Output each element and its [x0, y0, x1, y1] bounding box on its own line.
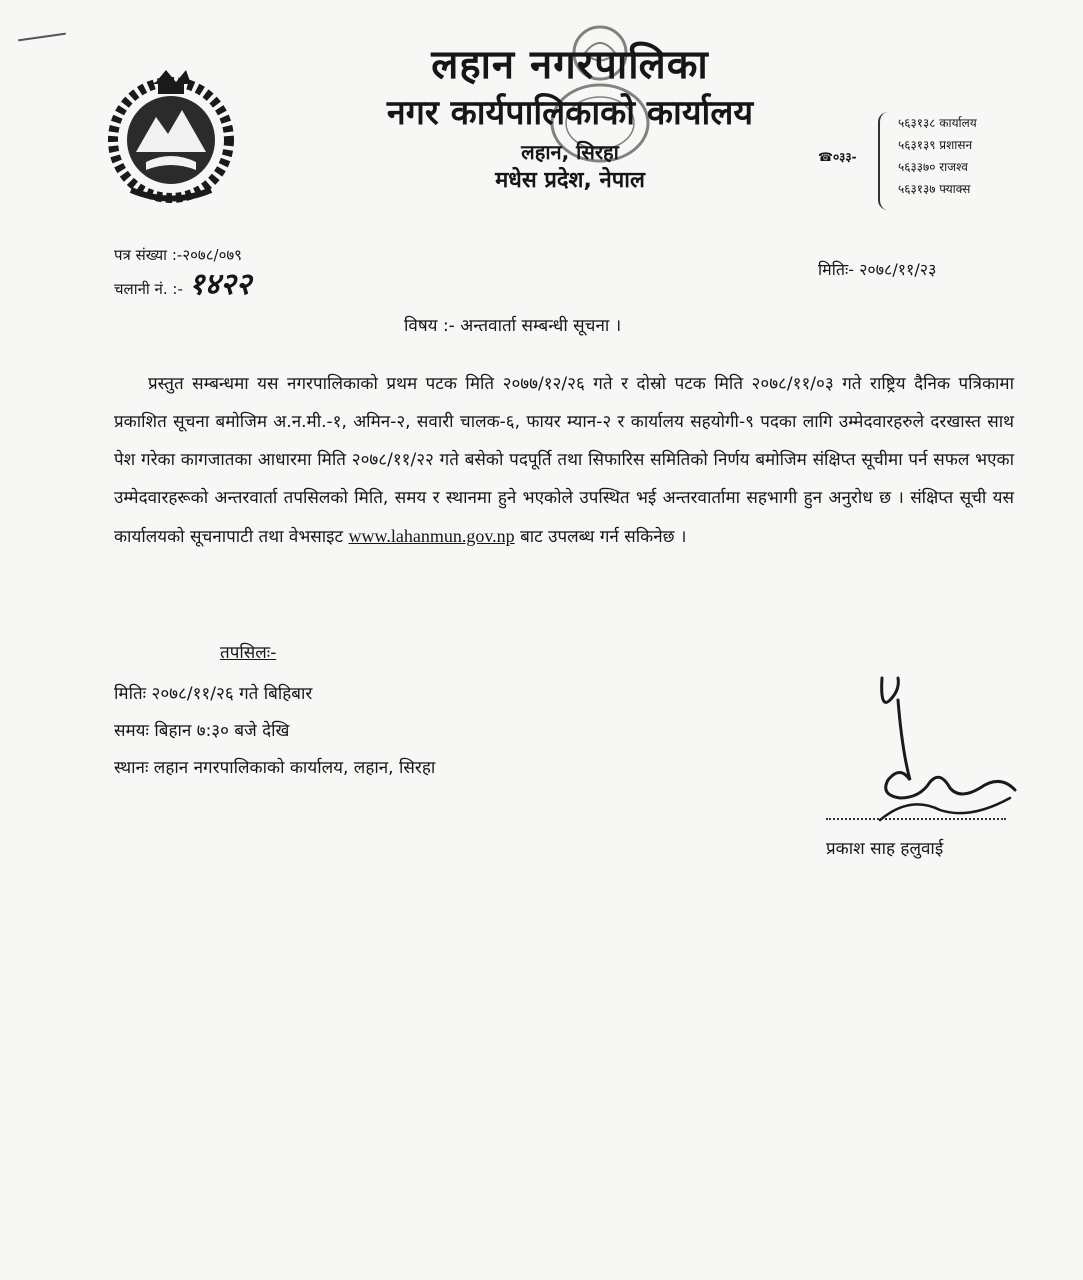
body-text-end: बाट उपलब्ध गर्न सकिनेछ । [520, 527, 687, 547]
phone-line: ५६३१३७ फ्याक्स [898, 182, 971, 196]
brace-icon [878, 112, 894, 210]
phone-line: ५६३१३८ कार्यालय [898, 116, 977, 130]
schedule-venue: स्थानः लहान नगरपालिकाको कार्यालय, लहान, सिरहा [114, 758, 436, 778]
body-text: प्रस्तुत सम्बन्धमा यस नगरपालिकाको प्रथम पटक मिति २०७७/१२/२६ गते र दोस्रो पटक मिति २०७८/११/०३ गते राष्ट्रिय दैनिक पत्रिकामा प्रकाशित सूचना बमोजिम अ.न.मी.-१, अमिन-२, सवारी चालक-६, फायर म्यान-२ र कार्यालय सहयोगी-९ पदका लागि उम्मेदवारहरुले दरखास्त साथ पेश गरेका कागजातका आधारमा मिति २०७८/११/२२ गते बसेको पदपूर्ति तथा सिफारिस समितिको निर्णय बमोजिम संक्षिप्त सूचीमा पर्न सफल भएका उम्मेदवारहरूको अन्तरवार्ता तपसिलको मिति, समय र स्थानमा हुने भएकोले उपस्थित भई अन्तरवार्तामा सहभागी हुन अनुरोध छ । संक्षिप्त सूची यस कार्यालयको सूचनापाटी तथा वेभसाइट [114, 374, 1014, 547]
letterhead [330, 40, 810, 196]
letter-number-value: २०७८/०७९ [182, 246, 242, 264]
phone-line: ५६३३७० राजश्व [898, 160, 968, 174]
letter-date: मितिः- २०७८/११/२३ [818, 260, 937, 279]
scan-mark [18, 33, 66, 42]
notice-body [114, 365, 1014, 556]
signature-line [826, 818, 1006, 820]
province-name: मधेस प्रदेश, नेपाल [495, 168, 645, 193]
dispatch-number-label: चलानी नं. :- [114, 280, 183, 298]
phone-list [898, 112, 977, 200]
nepal-emblem-icon [96, 62, 246, 212]
dispatch-number [114, 267, 252, 304]
phone-line: ५६३१३९ प्रशासन [898, 138, 973, 152]
signer-name: प्रकाश साह हलुवाई [826, 839, 944, 859]
letter-number [114, 240, 251, 270]
letter-number-label: पत्र संख्या :- [114, 246, 183, 264]
phone-numbers [818, 112, 1023, 212]
website-link[interactable]: www.lahanmun.gov.np [348, 526, 515, 546]
schedule-time: समयः बिहान ७:३० बजे देखि [114, 721, 290, 741]
office-location: लहान, सिरहा [521, 140, 619, 164]
office-name: नगर कार्यपालिकाको कार्यालय [386, 93, 754, 133]
reference-block [114, 240, 251, 304]
signature-icon [840, 670, 1020, 840]
subject-line: विषय :- अन्तवार्ता सम्बन्धी सूचना । [404, 316, 622, 336]
dispatch-number-value: १४२२ [188, 267, 252, 302]
schedule-date: मितिः २०७८/११/२६ गते बिहिबार [114, 684, 313, 704]
phone-prefix: ☎०३३- [818, 150, 857, 164]
schedule-details [114, 676, 435, 787]
municipality-name: लहान नगरपालिका [431, 42, 709, 88]
schedule-heading: तपसिलः- [220, 643, 277, 663]
